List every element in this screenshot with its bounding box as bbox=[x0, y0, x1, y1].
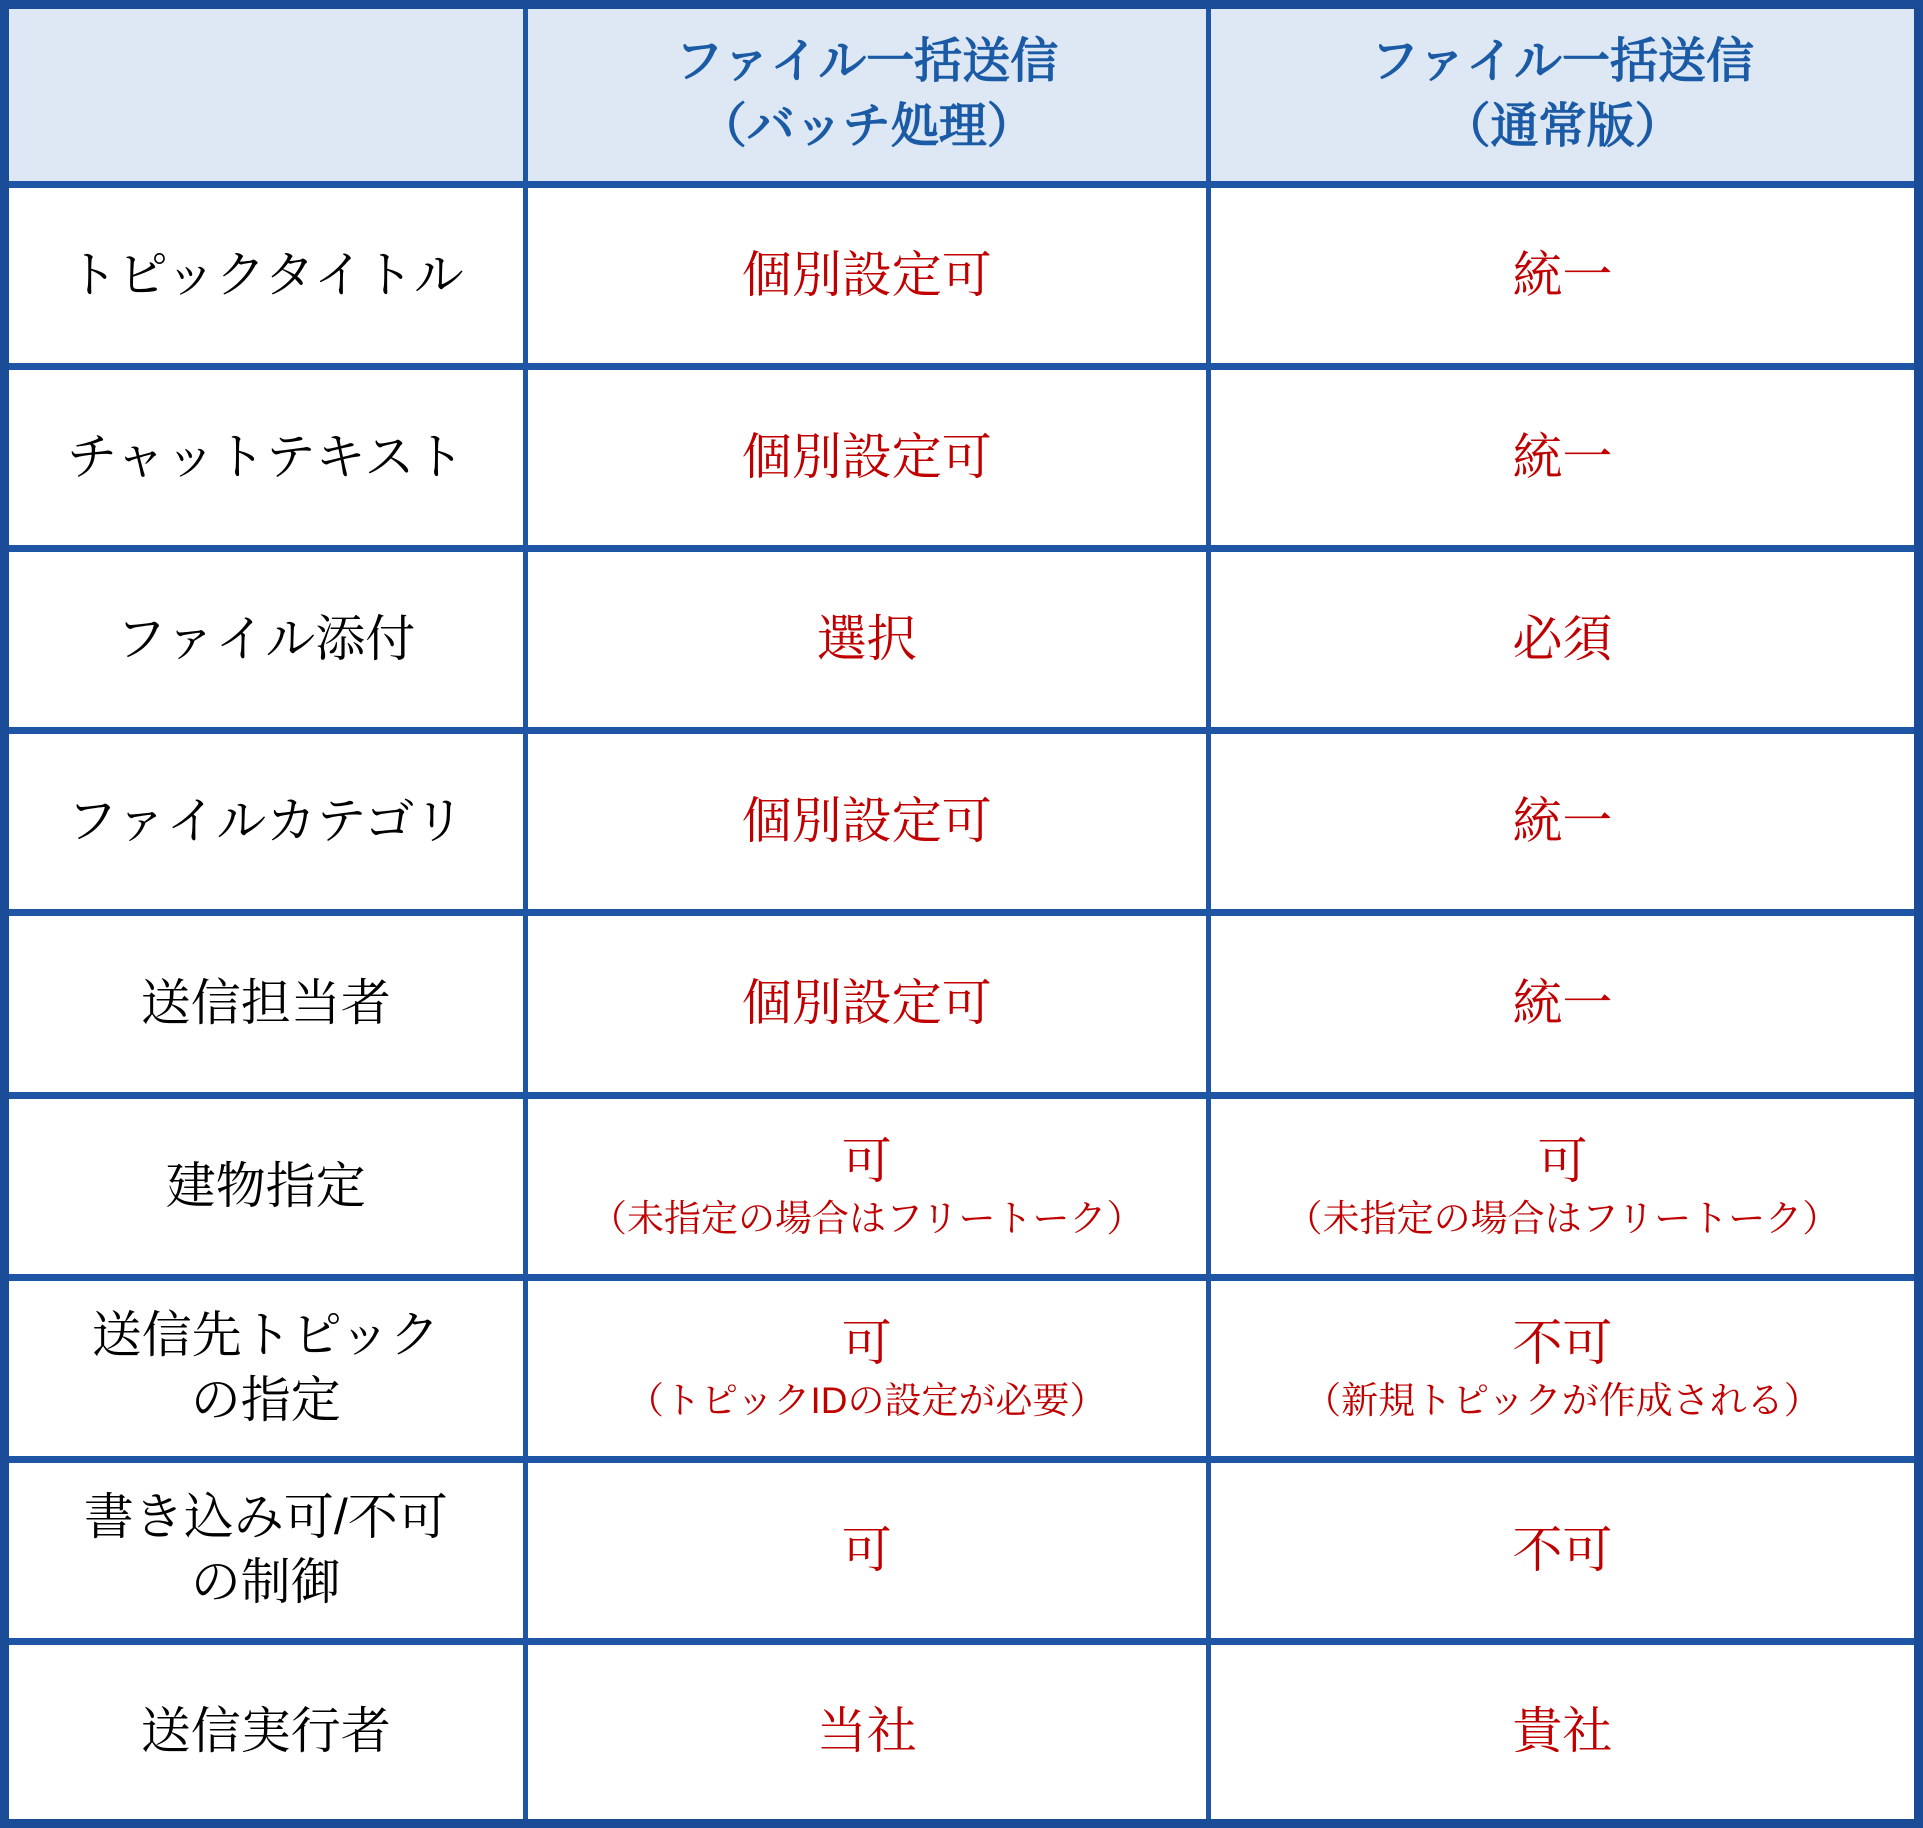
batch-value: 選択 bbox=[816, 611, 917, 668]
header-row bbox=[5, 5, 1919, 185]
normal-value: 不可 bbox=[1512, 1521, 1613, 1578]
batch-value: 当社 bbox=[816, 1703, 917, 1760]
batch-note: （トピックIDの設定が必要） bbox=[626, 1379, 1107, 1421]
normal-cell bbox=[1208, 913, 1918, 1095]
normal-note: （未指定の場合はフリートーク） bbox=[1285, 1197, 1840, 1239]
batch-cell bbox=[525, 731, 1208, 913]
normal-cell bbox=[1208, 1459, 1918, 1641]
row-label bbox=[5, 549, 526, 731]
normal-value: 可 bbox=[1537, 1132, 1588, 1189]
normal-value: 貴社 bbox=[1512, 1703, 1613, 1760]
row-label bbox=[5, 185, 526, 367]
row-label bbox=[5, 1095, 526, 1277]
batch-value: 可 bbox=[841, 1521, 892, 1578]
table-row bbox=[5, 367, 1919, 549]
table-row bbox=[5, 1277, 1919, 1459]
normal-cell bbox=[1208, 367, 1918, 549]
row-label-line1: トピックタイトル bbox=[67, 247, 464, 304]
table-row bbox=[5, 185, 1919, 367]
batch-cell bbox=[525, 1641, 1208, 1823]
header-empty-cell bbox=[5, 5, 526, 185]
batch-cell bbox=[525, 1095, 1208, 1277]
normal-value: 統一 bbox=[1512, 247, 1613, 304]
normal-cell bbox=[1208, 1095, 1918, 1277]
normal-value: 統一 bbox=[1512, 793, 1613, 850]
table-row bbox=[5, 1459, 1919, 1641]
header-normal-subtitle: （通常版） bbox=[1442, 100, 1683, 153]
normal-cell bbox=[1208, 549, 1918, 731]
normal-value: 不可 bbox=[1512, 1314, 1613, 1371]
row-label bbox=[5, 731, 526, 913]
table-row bbox=[5, 1095, 1919, 1277]
row-label bbox=[5, 913, 526, 1095]
batch-cell bbox=[525, 913, 1208, 1095]
row-label bbox=[5, 1641, 526, 1823]
table-row bbox=[5, 549, 1919, 731]
row-label-line1: ファイルカテゴリ bbox=[67, 793, 465, 850]
row-label-line1: ファイル添付 bbox=[116, 611, 416, 668]
row-label bbox=[5, 367, 526, 549]
batch-cell bbox=[525, 367, 1208, 549]
row-label-line1: 送信担当者 bbox=[140, 975, 391, 1032]
header-normal-cell bbox=[1208, 5, 1918, 185]
normal-cell bbox=[1208, 731, 1918, 913]
row-label-line2: の指定 bbox=[190, 1372, 341, 1429]
batch-value: 個別設定可 bbox=[741, 793, 992, 850]
batch-cell bbox=[525, 1459, 1208, 1641]
header-normal-title: ファイル一括送信 bbox=[1370, 35, 1754, 89]
row-label-line1: チャットテキスト bbox=[67, 429, 465, 486]
normal-cell bbox=[1208, 1641, 1918, 1823]
batch-note: （未指定の場合はフリートーク） bbox=[589, 1197, 1144, 1239]
batch-value: 個別設定可 bbox=[741, 247, 992, 304]
batch-value: 可 bbox=[841, 1132, 892, 1189]
row-label-line1: 書き込み可/不可 bbox=[83, 1489, 448, 1546]
normal-note: （新規トピックが作成される） bbox=[1304, 1379, 1821, 1421]
batch-cell bbox=[525, 1277, 1208, 1459]
batch-value: 個別設定可 bbox=[741, 429, 992, 486]
header-batch-subtitle: （バッチ処理） bbox=[698, 100, 1035, 153]
row-label-line1: 送信実行者 bbox=[140, 1703, 391, 1760]
table-row bbox=[5, 731, 1919, 913]
row-label bbox=[5, 1459, 526, 1641]
header-batch-cell bbox=[525, 5, 1208, 185]
normal-value: 必須 bbox=[1512, 611, 1613, 668]
row-label-line2: の制御 bbox=[190, 1554, 341, 1611]
row-label-line1: 送信先トピック bbox=[91, 1307, 440, 1364]
batch-cell bbox=[525, 185, 1208, 367]
batch-value: 可 bbox=[841, 1314, 892, 1371]
normal-value: 統一 bbox=[1512, 975, 1613, 1032]
normal-cell bbox=[1208, 185, 1918, 367]
header-batch-title: ファイル一括送信 bbox=[675, 35, 1059, 89]
row-label bbox=[5, 1277, 526, 1459]
batch-cell bbox=[525, 549, 1208, 731]
table-row bbox=[5, 913, 1919, 1095]
normal-cell bbox=[1208, 1277, 1918, 1459]
row-label-line1: 建物指定 bbox=[165, 1157, 366, 1214]
batch-value: 個別設定可 bbox=[741, 975, 992, 1032]
table-row bbox=[5, 1641, 1919, 1823]
normal-value: 統一 bbox=[1512, 429, 1613, 486]
